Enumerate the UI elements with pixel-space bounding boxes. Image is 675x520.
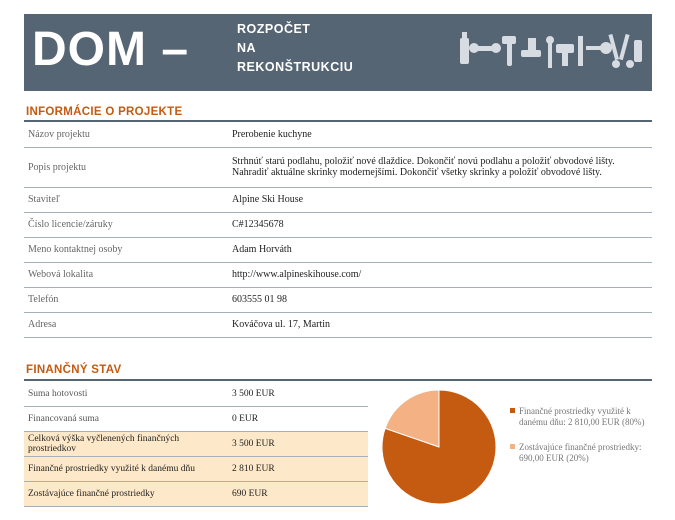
table-row — [24, 122, 652, 147]
project-info-table — [24, 122, 652, 338]
row-value: Kováčova ul. 17, Martin — [228, 312, 652, 337]
banner-subtitle — [237, 20, 353, 77]
row-label: Názov projektu — [24, 122, 228, 147]
row-value: 603555 01 98 — [228, 287, 652, 312]
row-value: Prerobenie kuchyne — [228, 122, 652, 147]
chart-legend — [510, 406, 660, 478]
table-row — [24, 262, 652, 287]
row-label: Finančné prostriedky využité k danému dňu — [24, 457, 228, 482]
table-row — [24, 212, 652, 237]
banner-subtitle-line: NA — [237, 41, 257, 55]
table-row — [24, 312, 652, 337]
row-label: Suma hotovosti — [24, 382, 228, 407]
table-row — [24, 237, 652, 262]
row-label: Číslo licencie/záruky — [24, 212, 228, 237]
legend-item — [510, 442, 660, 464]
row-value: Adam Horváth — [228, 237, 652, 262]
row-label: Meno kontaktnej osoby — [24, 237, 228, 262]
row-value: 690 EUR — [228, 482, 368, 507]
table-row — [24, 382, 368, 407]
row-value: Alpine Ski House — [228, 187, 652, 212]
finance-section-title: FINANČNÝ STAV — [26, 364, 122, 376]
project-section-title: INFORMÁCIE O PROJEKTE — [26, 106, 183, 118]
legend-swatch — [510, 444, 515, 449]
row-value: 3 500 EUR — [228, 382, 368, 407]
table-row — [24, 407, 368, 432]
row-label: Webová lokalita — [24, 262, 228, 287]
row-label: Zostávajúce finančné prostriedky — [24, 482, 228, 507]
banner-subtitle-line: REKONŠTRUKCIU — [237, 60, 354, 74]
table-row — [24, 287, 652, 312]
legend-swatch — [510, 408, 515, 413]
row-label: Adresa — [24, 312, 228, 337]
table-row — [24, 482, 368, 507]
row-label: Telefón — [24, 287, 228, 312]
row-value: 3 500 EUR — [228, 432, 368, 457]
row-value: Strhnúť starú podlahu, položiť nové dlaždice. Dokončiť novú podlahu a položiť obvodové lišty. Nahradiť aktuálne skrinky modernejšími. Dokončiť všetky skrinky a položiť obvodové lišty. — [228, 147, 652, 187]
row-label: Staviteľ — [24, 187, 228, 212]
divider — [24, 379, 652, 381]
row-value: 0 EUR — [228, 407, 368, 432]
banner-subtitle-line: ROZPOČET — [237, 22, 311, 36]
row-label: Celková výška vyčlenených finančných prostriedkov — [24, 432, 228, 457]
row-value: C#12345678 — [228, 212, 652, 237]
banner-title: DOM – — [32, 23, 190, 76]
finance-table — [24, 382, 368, 507]
table-row — [24, 457, 368, 482]
row-label: Popis projektu — [24, 147, 228, 187]
legend-text: Zostávajúce finančné prostriedky: 690,00 EUR (20%) — [519, 442, 642, 463]
legend-item — [510, 406, 660, 428]
table-row — [24, 187, 652, 212]
legend-text: Finančné prostriedky využité k danému dňu: 2 810,00 EUR (80%) — [519, 406, 645, 427]
row-value: http://www.alpineskihouse.com/ — [228, 262, 652, 287]
header-banner — [24, 14, 652, 91]
budget-pie-chart — [380, 388, 498, 506]
table-row — [24, 432, 368, 457]
table-row — [24, 147, 652, 187]
row-label: Financovaná suma — [24, 407, 228, 432]
row-value: 2 810 EUR — [228, 457, 368, 482]
tools-icon — [458, 26, 644, 72]
